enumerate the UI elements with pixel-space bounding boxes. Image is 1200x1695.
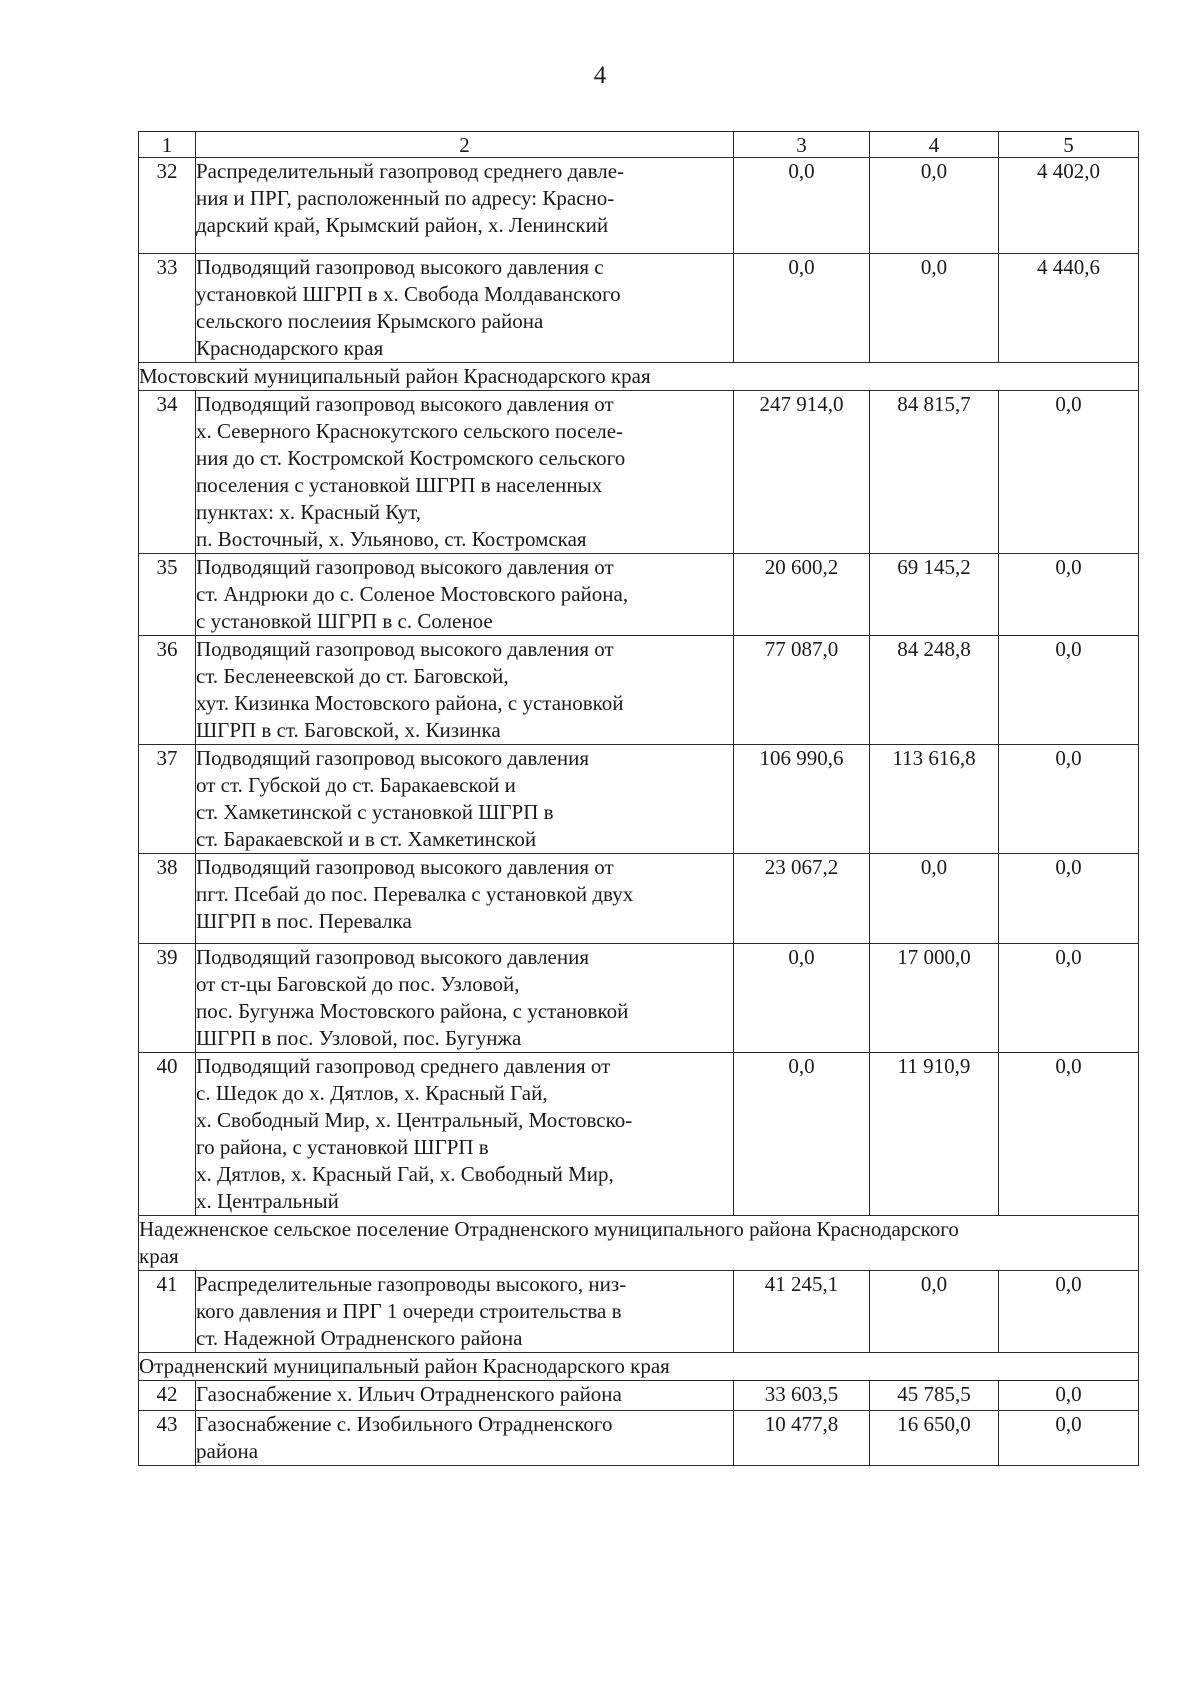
header-cell: 2 — [196, 132, 734, 158]
value-col-4: 0,0 — [870, 254, 999, 363]
value-col-4: 17 000,0 — [870, 944, 999, 1053]
section-title: Отрадненский муниципальный район Краснодарского края — [139, 1353, 1139, 1381]
value-col-5: 0,0 — [999, 745, 1139, 854]
value-col-4: 84 815,7 — [870, 391, 999, 554]
value-col-3: 10 477,8 — [734, 1411, 870, 1466]
row-description: Подводящий газопровод среднего давления от с. Шедок до х. Дятлов, х. Красный Гай, х. Свободный Мир, х. Центральный, Мостовско- го района, с установкой ШГРП в х. Дятлов, х. Красный Гай, х. Свободный Мир, х. Центральный — [196, 1053, 734, 1216]
value-col-5: 0,0 — [999, 391, 1139, 554]
value-col-4: 69 145,2 — [870, 554, 999, 636]
row-number: 43 — [139, 1411, 196, 1466]
table-row — [139, 554, 1139, 636]
value-col-5: 0,0 — [999, 1053, 1139, 1216]
row-number: 36 — [139, 636, 196, 745]
section-row — [139, 1353, 1139, 1381]
value-col-3: 0,0 — [734, 1053, 870, 1216]
row-description: Газоснабжение с. Изобильного Отрадненского района — [196, 1411, 734, 1466]
row-description: Газоснабжение х. Ильич Отрадненского района — [196, 1381, 734, 1411]
value-col-3: 247 914,0 — [734, 391, 870, 554]
row-description: Подводящий газопровод высокого давления с установкой ШГРП в х. Свобода Молдаванского сельского послеиия Крымского района Краснодарского края — [196, 254, 734, 363]
table-row — [139, 1053, 1139, 1216]
value-col-3: 0,0 — [734, 254, 870, 363]
row-description: Подводящий газопровод высокого давления от х. Северного Краснокутского сельского поселе- ния до ст. Костромской Костромского сельского поселения с установкой ШГРП в населенных пунктах: х. Красный Кут, п. Восточный, х. Ульяново, ст. Костромская — [196, 391, 734, 554]
value-col-4: 0,0 — [870, 158, 999, 254]
value-col-4: 84 248,8 — [870, 636, 999, 745]
row-description: Подводящий газопровод высокого давления от пгт. Псебай до пос. Перевалка с установкой двух ШГРП в пос. Перевалка — [196, 854, 734, 944]
table-row — [139, 745, 1139, 854]
table-row — [139, 1411, 1139, 1466]
table-header-row — [139, 132, 1139, 158]
header-cell: 5 — [999, 132, 1139, 158]
row-number: 37 — [139, 745, 196, 854]
table-row — [139, 158, 1139, 254]
header-cell: 3 — [734, 132, 870, 158]
row-number: 35 — [139, 554, 196, 636]
value-col-3: 106 990,6 — [734, 745, 870, 854]
value-col-4: 113 616,8 — [870, 745, 999, 854]
row-description: Подводящий газопровод высокого давления от ст. Андрюки до с. Соленое Мостовского района, с установкой ШГРП в с. Соленое — [196, 554, 734, 636]
table-row — [139, 391, 1139, 554]
value-col-4: 11 910,9 — [870, 1053, 999, 1216]
value-col-5: 0,0 — [999, 1411, 1139, 1466]
value-col-3: 0,0 — [734, 158, 870, 254]
row-number: 32 — [139, 158, 196, 254]
value-col-5: 4 402,0 — [999, 158, 1139, 254]
header-cell: 1 — [139, 132, 196, 158]
value-col-5: 0,0 — [999, 554, 1139, 636]
row-number: 33 — [139, 254, 196, 363]
row-description: Распределительные газопроводы высокого, низ- кого давления и ПРГ 1 очереди строительства в ст. Надежной Отрадненского района — [196, 1271, 734, 1353]
section-title: Надежненское сельское поселение Отрадненского муниципального района Краснодарского края — [139, 1216, 1139, 1271]
value-col-5: 0,0 — [999, 636, 1139, 745]
row-number: 40 — [139, 1053, 196, 1216]
section-title: Мостовский муниципальный район Краснодарского края — [139, 363, 1139, 391]
value-col-5: 0,0 — [999, 1271, 1139, 1353]
data-table — [138, 131, 1139, 1466]
table-row — [139, 254, 1139, 363]
table-row — [139, 944, 1139, 1053]
table-row — [139, 1381, 1139, 1411]
value-col-5: 0,0 — [999, 944, 1139, 1053]
value-col-5: 4 440,6 — [999, 254, 1139, 363]
row-description: Подводящий газопровод высокого давления от ст. Губской до ст. Баракаевской и ст. Хамкетинской с установкой ШГРП в ст. Баракаевской и в ст. Хамкетинской — [196, 745, 734, 854]
row-number: 39 — [139, 944, 196, 1053]
page-number: 4 — [593, 62, 607, 89]
value-col-3: 23 067,2 — [734, 854, 870, 944]
value-col-3: 0,0 — [734, 944, 870, 1053]
table-row — [139, 636, 1139, 745]
value-col-3: 41 245,1 — [734, 1271, 870, 1353]
value-col-4: 16 650,0 — [870, 1411, 999, 1466]
table-row — [139, 1271, 1139, 1353]
value-col-4: 45 785,5 — [870, 1381, 999, 1411]
row-number: 42 — [139, 1381, 196, 1411]
value-col-5: 0,0 — [999, 854, 1139, 944]
value-col-4: 0,0 — [870, 854, 999, 944]
value-col-4: 0,0 — [870, 1271, 999, 1353]
row-description: Распределительный газопровод среднего давле- ния и ПРГ, расположенный по адресу: Красно- дарский край, Крымский район, х. Ленинский — [196, 158, 734, 254]
row-number: 34 — [139, 391, 196, 554]
value-col-3: 77 087,0 — [734, 636, 870, 745]
row-number: 41 — [139, 1271, 196, 1353]
table-body — [139, 132, 1139, 1466]
row-description: Подводящий газопровод высокого давления от ст. Бесленеевской до ст. Баговской, хут. Кизинка Мостовского района, с установкой ШГРП в ст. Баговской, х. Кизинка — [196, 636, 734, 745]
value-col-5: 0,0 — [999, 1381, 1139, 1411]
row-number: 38 — [139, 854, 196, 944]
header-cell: 4 — [870, 132, 999, 158]
table-row — [139, 854, 1139, 944]
section-row — [139, 363, 1139, 391]
value-col-3: 20 600,2 — [734, 554, 870, 636]
section-row — [139, 1216, 1139, 1271]
row-description: Подводящий газопровод высокого давления от ст-цы Баговской до пос. Узловой, пос. Бугунжа Мостовского района, с установкой ШГРП в пос. Узловой, пос. Бугунжа — [196, 944, 734, 1053]
value-col-3: 33 603,5 — [734, 1381, 870, 1411]
